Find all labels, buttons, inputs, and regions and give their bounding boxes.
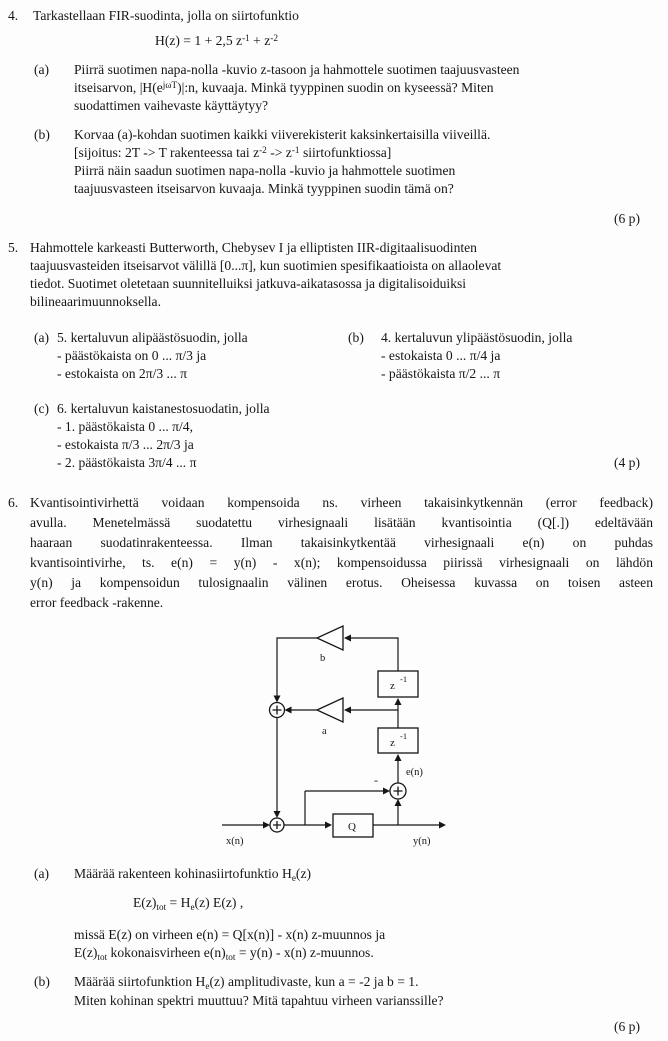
text-line: [sijoitus: 2T -> T rakenteessa tai $z^{-2} -> z^{-1}$ siirtofunktiossa] — [74, 144, 392, 160]
noise-transfer-formula: $E(z)_{tot} = H_e(z)$ E(z) , — [133, 895, 244, 912]
text-line: Korvaa (a)-kohdan suotimen kaikki viiverekisterit kaksinkertaisilla viiveillä. — [74, 127, 491, 142]
text-line: kvantisointivirhe, ts. e(n) = y(n) - x(n); kompensoidussa piirissä virhesignaali on lähdön — [30, 555, 653, 570]
text-line: Hahmottele karkeasti Butterworth, Chebysev I ja elliptisten IIR-digitaalisuodinten — [30, 240, 477, 255]
gain-b-amplifier — [317, 626, 343, 650]
subitem-label-4b: (b) — [34, 127, 50, 142]
spec-line: - päästökaista π/2 ... π — [381, 366, 501, 381]
spec-line: - 2. päästökaista 3π/4 ... π — [57, 455, 197, 470]
spec-line: 5. kertaluvun alipäästösuodin, jolla — [57, 330, 248, 345]
gain-a-label: a — [322, 726, 327, 737]
output-signal-label: y(n) — [413, 836, 431, 847]
delay-block-upper — [378, 671, 418, 697]
plus-sign — [273, 706, 282, 715]
text-line: Määrää siirtofunktion $H_e(z)$ amplitudivaste, kun a = -2 ja b = 1. — [74, 974, 419, 991]
text-line: taajuusvasteen itseisarvon kuvaaja. Minkä tyyppinen suodin tämä on? — [74, 181, 454, 196]
text-line: error feedback -rakenne. — [30, 595, 164, 610]
error-signal-label: e(n) — [406, 767, 423, 778]
text-line: Määrää rakenteen kohinasiirtofunktio $H_e(z)$ — [74, 866, 312, 883]
points-label-5: (4 p) — [613, 455, 640, 470]
text-line: bilineaarimuunnoksella. — [30, 294, 161, 309]
minus-sign-label: - — [374, 773, 378, 787]
text-line: y(n) ja kompensoidun tulosignaalin välinen erotus. Oheisessa kuvassa on toisen asteen — [30, 575, 653, 590]
transfer-function-formula: H(z) = 1 + 2,5 $z^{-1} + z^{-2}$ — [155, 32, 278, 48]
text-line: Piirrä suotimen napa-nolla -kuvio z-tasoon ja hahmottele suotimen taajuusvasteen — [74, 62, 520, 77]
delay-block-lower — [378, 728, 418, 753]
spec-line: - estokaista π/3 ... 2π/3 ja — [57, 437, 194, 452]
signal-wires — [222, 638, 442, 825]
input-signal-label: x(n) — [226, 836, 244, 847]
text-line: missä E(z) on virheen e(n) = Q[x(n)] - x(n) z-muunnos ja — [74, 927, 386, 942]
spec-line: 4. kertaluvun ylipäästösuodin, jolla — [381, 330, 573, 345]
delay-lower-exponent: -1 — [400, 731, 408, 741]
delay-upper-label: z — [390, 680, 395, 692]
subitem-label-5a: (a) — [34, 330, 50, 345]
problem-6-number: 6. — [8, 495, 19, 510]
spec-line: - estokaista on 2π/3 ... π — [57, 366, 188, 381]
subitem-label-4a: (a) — [34, 62, 50, 77]
quantizer-label: Q — [348, 821, 356, 833]
text-line: itseisarvon, $|H(e^{j\omega T})|:n$, kuvaaja. Minkä tyyppinen suodin on kyseessä? Miten — [74, 79, 494, 95]
problem-4-number: 4. — [8, 8, 19, 23]
delay-lower-label: z — [390, 737, 395, 749]
text-line: haaraan suodatinrakenteessa. Ilman takaisinkytkentää virhesignaali e(n) on puhdas — [30, 535, 653, 550]
subitem-label-5b: (b) — [348, 330, 364, 345]
spec-line: - päästökaista on 0 ... π/3 ja — [57, 348, 207, 363]
problem-5-number: 5. — [8, 240, 19, 255]
spec-line: - estokaista 0 ... π/4 ja — [381, 348, 501, 363]
text-line: suodattimen vaihevaste käyttäytyy? — [74, 98, 269, 113]
points-label-6: (6 p) — [613, 1019, 640, 1034]
text-line: taajuusvasteiden itseisarvot välillä [0...π], kun suotimien spesifikaatioista on allaolevat — [30, 258, 502, 273]
text-line: $E(z)_{tot}$ kokonaisvirheen $e(n)_{tot} = y(n) - x(n)$ z-muunnos. — [74, 945, 374, 962]
error-feedback-block-diagram — [180, 618, 515, 858]
points-label-4: (6 p) — [613, 211, 640, 226]
text-line: Kvantisointivirhettä voidaan kompensoida ns. virheen takaisinkytkennän (error feedback) — [30, 495, 653, 510]
plus-sign — [273, 821, 281, 829]
gain-b-label: b — [320, 653, 326, 664]
gain-a-amplifier — [317, 698, 343, 722]
text-line: tiedot. Suotimet oletetaan suunnitelluiksi jatkuva-aikatasossa ja digitalisoiduiksi — [30, 276, 467, 291]
subitem-label-6b: (b) — [34, 974, 50, 989]
text-line: avulla. Menetelmässä suodatettu virhesignaali lisätään kvantisointia (Q[.]) edeltävään — [30, 515, 653, 530]
text-line: Piirrä näin saadun suotimen napa-nolla -kuvio ja hahmottele suotimen — [74, 163, 456, 178]
spec-line: 6. kertaluvun kaistanestosuodatin, jolla — [57, 401, 270, 416]
delay-upper-exponent: -1 — [400, 674, 408, 684]
spec-line: - 1. päästökaista 0 ... π/4, — [57, 419, 193, 434]
problem-4-intro: Tarkastellaan FIR-suodinta, jolla on siirtofunktio — [33, 8, 299, 23]
subitem-label-5c: (c) — [34, 401, 50, 416]
subitem-label-6a: (a) — [34, 866, 50, 881]
text-line: Miten kohinan spektri muuttuu? Mitä tapahtuu virheen varianssille? — [74, 993, 444, 1008]
plus-sign — [394, 787, 403, 796]
